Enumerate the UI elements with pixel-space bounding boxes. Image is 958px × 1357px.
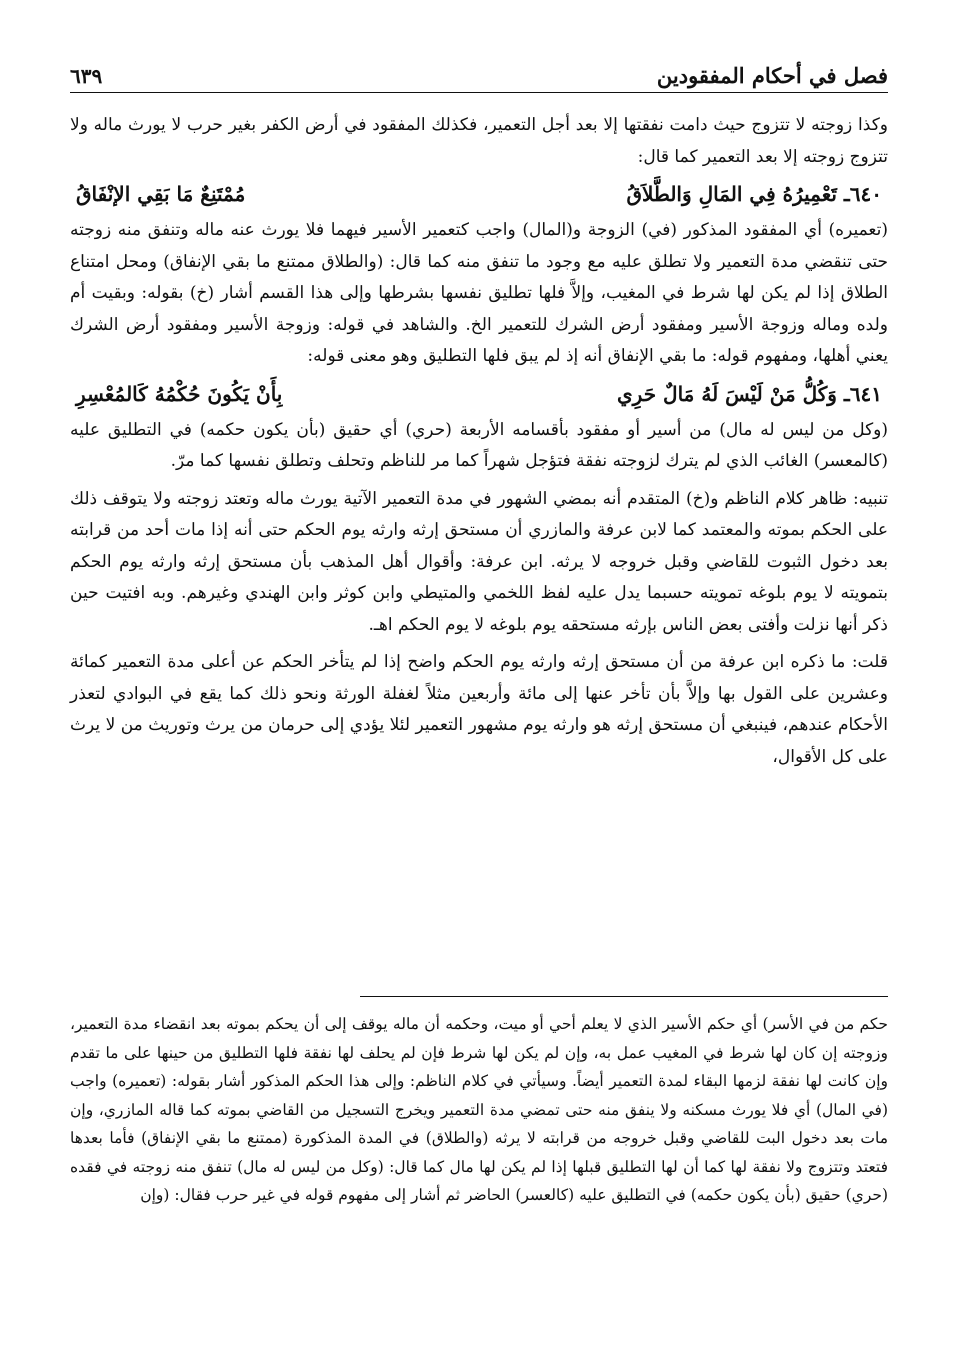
verse-641: [70, 377, 888, 411]
page-header: [70, 52, 888, 93]
paragraph-commentary-641: (وكل من ليس له مال) من أسير أو مفقود بأقسامه الأربعة (حري) أي حقيق (بأن يكون حكمه) في التطليق عليه (كالمعسر) الغائب الذي لم يترك لزوجته نفقة فتؤجل شهراً كما مر للناظم وتحلف وتطلق نفسها كما مرّ.: [70, 419, 888, 471]
footnote-divider: [360, 996, 888, 997]
verse-641-first-hemistich: ٦٤١ـ وَكُلُّ مَنْ لَيْسَ لَهُ مَالٌ حَرِي: [617, 381, 882, 406]
paragraph-intro: وكذا زوجته لا تتزوج حيث دامت نفقتها إلا بعد أجل التعمير، فكذلك المفقود في أرض الكفر بغير حرب لا يورث ماله ولا تتزوج زوجته إلا بعد التعمير كما قال:: [70, 115, 888, 167]
page-number: ٦٣٩: [70, 64, 103, 88]
footnotes: [70, 1010, 888, 1210]
running-title: فصل في أحكام المفقودين: [656, 63, 888, 88]
verse-640: [70, 177, 888, 211]
verse-640-second-hemistich: مُمْتَنِعٌ مَا بَقِي الإنْفَاقُ: [76, 182, 246, 206]
paragraph-qultu: قلت: ما ذكره ابن عرفة من أن مستحق إرثه وارثه يوم الحكم واضح إذا لم يتأخر الحكم عن أعلى مدة التعمير كمائة وعشرين على القول بها وإلاَّ بأن تأخر عنها إلى مائة وأربعين مثلاً لغفلة الورثة ونحو ذلك كما يقع في البوادي لتعذر الأحكام عندهم، فينبغي أن مستحق إرثه هو وارثه يوم مشهور التعمير لئلا يؤدي إلى حرمان من يرث وتوريث من لا يرث على كل الأقوال،: [70, 652, 888, 767]
verse-640-first-hemistich: ٦٤٠ـ تَعْمِيرُهُ فِي المَالِ وَالطَّلاَقُ: [626, 182, 882, 206]
footnote-text: حكم من في الأسر) أي حكم الأسير الذي لا يعلم أحي أو ميت، وحكمه أن ماله يوقف إلى أن يحكم بموته بعد انقضاء مدة التعمير، وزوجته إن كان لها شرط في المغيب عمل به، وإن لم يكن لها شرط فإن لم يحلف لها نفقة فلها التطليق من حينها على ما تقدم وإن كانت لها نفقة لزمها البقاء لمدة التعمير أيضاً. وسيأتي في كلام الناظم: وإلى هذا الحكم المذكور أشار بقوله: (تعميره) واجب (في المال) أي فلا يورث مسكنه ولا ينفق منه حتى تمضي مدة التعمير ويخرج التسجيل من القاضي بموته كما قاله المازري، وإن مات بعد دخول البت للقاضي وقبل خروجه من قرابته لا يرثه (والطلاق) في المدة المذكورة (ممتنع ما بقي الإنفاق) فأما بعدها فتعتد وتتزوج ولا نفقة لها كما أن لها التطليق قبلها إذا لم يكن لها مال كما قال: (وكل من ليس له مال) تنفق منه زوجته في فقده (حري) حقيق (بأن يكون حكمه) في التطليق عليه (كالعسر) الحاضر ثم أشار إلى مفهوم قوله في غير حرب فقال: (وإن: [70, 1015, 888, 1204]
paragraph-commentary-640: (تعميره) أي المفقود المذكور (في) الزوجة و(المال) واجب كتعمير الأسير فيهما فلا يورث عنه ماله وتنفق منه زوجته حتى تنقضي مدة التعمير ولا تطلق عليه مع وجود ما تنفق منه كما قال: (والطلاق ممتنع ما بقي الإنفاق) ومحل امتناع الطلاق إذا لم يكن لها شرط في المغيب، وإلاَّ فلها تطليق نفسها بشرطها وإلى هذا القسم أشار (خ) بقوله: وبقيت أم ولده وماله وزوجة الأسير ومفقود أرض الشرك للتعمير الخ. والشاهد في قوله: وزوجة الأسير ومفقود أرض الشرك يعني أهلها، ومفهوم قوله: ما بقي الإنفاق أنه إذ لم يبق فلها التطليق وهو معنى قوله:: [70, 220, 889, 366]
verse-641-second-hemistich: بِأَنْ يَكُونَ حُكْمُهُ كَالمُعْسِرِ: [76, 381, 283, 406]
main-text: [70, 110, 888, 773]
paragraph-note: تنبيه: ظاهر كلام الناظم و(خ) المتقدم أنه بمضي الشهور في مدة التعمير الآتية يورث ماله وتعتد زوجته ولا يتوقف ذلك على الحكم بموته والمعتمد كما لابن عرفة والمازري أن مستحق إرثه وارثه يوم الحكم حتى أنه إذا مات أحد من قرابته بعد دخول الثبوت للقاضي وقبل خروجه لا يرثه. ابن عرفة: وأقوال أهل المذهب بأن مستحق إرثه وارثه يوم الحكم بتمويته لا يوم بلوغه تمويته حسبما يدل عليه لفظ اللخمي والمتيطي وابن كوثر وابن الهندي وغيرهم. وبه افتيت حين ذكر أنها نزلت وأفتى بعض الناس بإرثه مستحقه يوم بلوغه لا يوم الحكم اهـ.: [70, 488, 888, 635]
